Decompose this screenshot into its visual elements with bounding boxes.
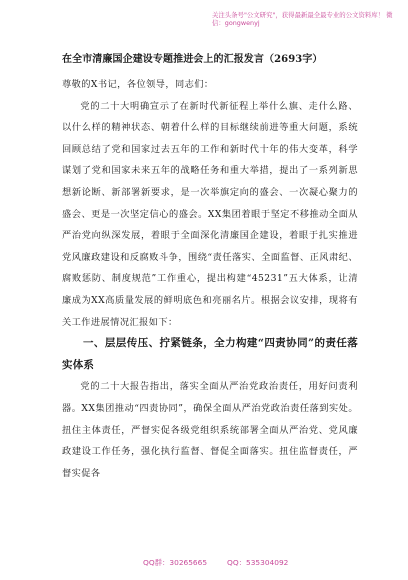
section-heading: 一、层层传压、拧紧链条，全力构建“四责协同”的责任落实体系: [62, 337, 358, 371]
promo-banner: 关注头条号"公文研究"，获得最新最全最专业的公文资料库！ 微信：gongwenyj: [212, 11, 393, 28]
footer-qq-group: QQ群：30265665: [143, 558, 208, 567]
footer-qq-contact: QQ：535304092: [227, 558, 289, 567]
document-body: [62, 74, 358, 484]
salutation: 尊敬的X书记，各位领导，同志们：: [62, 79, 214, 90]
document-title: 在全市清廉国企建设专题推进会上的汇报发言（2693字）: [62, 54, 323, 65]
paragraph: 党的二十大报告指出，落实全面从严治党政治责任，用好问责利器。XX集团推动“四责协同”，确保全面从严治党政治责任落到实处。扭住主体责任，严督实促各级党组织系统部署全面从严治党、党风廉政建设工作任务，强化执行监督、督促全面落实。扭住监督责任，严督实促各: [62, 381, 358, 479]
paragraph: 党的二十大明确宣示了在新时代新征程上举什么旗、走什么路、以什么样的精神状态、朝着什么样的目标继续前进等重大问题，系统回顾总结了党和国家过去五年的工作和新时代十年的伟大变革，科学谋划了党和国家未来五年的战略任务和重大举措，提出了一系列新思想新论断、新部署新要求，是一次举旗定向的盛会、一次凝心聚力的盛会、更是一次坚定信心的盛会。XX集团着眼于坚定不移推动全面从严治党向纵深发展，着眼于全面深化清廉国企建设，着眼于扎实推进党风廉政建设和反腐败斗争，围绕“责任落实、全面监督、正风肃纪、腐败惩防、制度规范”工作重心，提出构建“45231”五大体系，让清廉成为XX高质量发展的鲜明底色和亮丽名片。根据会议安排，现将有关工作进展情况汇报如下：: [62, 100, 358, 328]
